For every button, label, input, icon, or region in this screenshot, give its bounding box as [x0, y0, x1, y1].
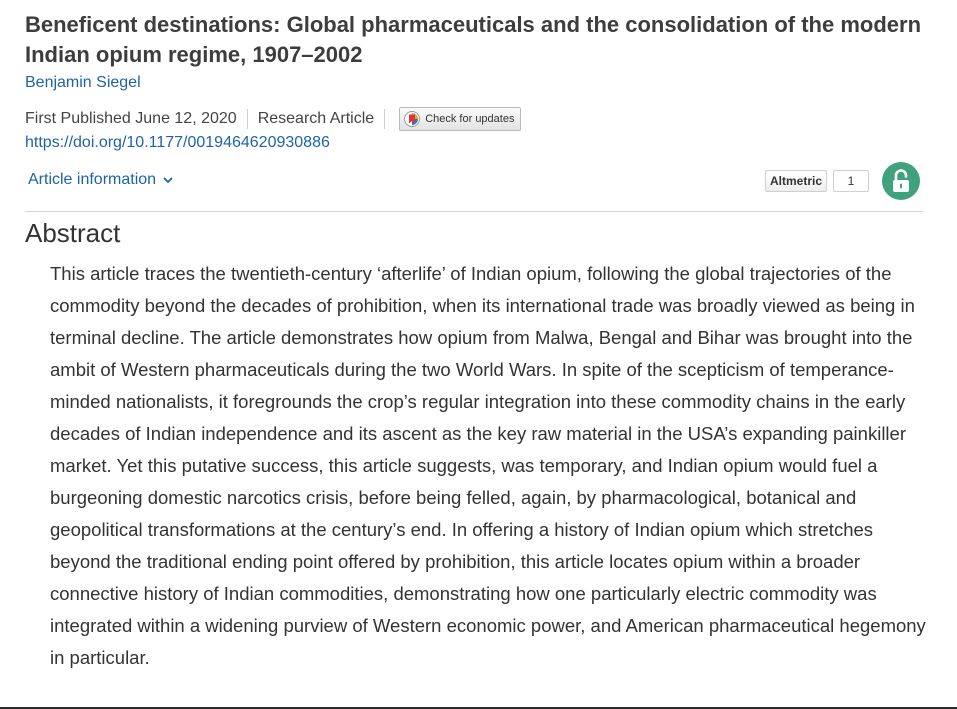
header-divider: [25, 211, 923, 212]
meta-separator: [247, 109, 248, 129]
meta-separator: [384, 109, 385, 129]
check-for-updates-button[interactable]: [399, 107, 521, 131]
published-date: First Published June 12, 2020: [25, 110, 237, 127]
author-link[interactable]: Benjamin Siegel: [25, 74, 141, 91]
article-title: Beneficent destinations: Global pharmaceuticals and the consolidation of the modern Indian opium regime, 1907–2002: [25, 12, 922, 67]
check-updates-icon: [404, 111, 420, 127]
article-information-toggle[interactable]: [28, 171, 174, 189]
open-lock-icon: [890, 169, 912, 193]
doi-link[interactable]: https://doi.org/10.1177/0019464620930886: [25, 134, 330, 151]
altmetric-badge[interactable]: [765, 170, 869, 192]
article-meta: [25, 106, 521, 132]
abstract-text: This article traces the twentieth-century ‘afterlife’ of Indian opium, following the global trajectories of the commodity beyond the decades of prohibition, when its international trade was broadly viewed as being in terminal decline. The article demonstrates how opium from Malwa, Bengal and Bihar was brought into the ambit of Western pharmaceuticals during the two World Wars. In spite of the scepticism of temperance-minded nationalists, it foregrounds the crop’s regular integration into these commodity chains in the early decades of Indian independence and its ascent as the key raw material in the USA’s expanding painkiller market. Yet this putative success, this article suggests, was temporary, and Indian opium would fuel a burgeoning domestic narcotics crisis, before being felled, again, by pharmacological, botanical and geopolitical transformations at the century’s end. In offering a history of Indian opium which stretches beyond the traditional ending point offered by prohibition, this article locates opium within a broader connective history of Indian commodities, demonstrating how one particularly electric commodity was integrated within a widening purview of Western economic power, and American pharmaceutical hegemony in particular.: [50, 263, 926, 668]
open-access-badge[interactable]: [882, 162, 920, 200]
altmetric-score: 1: [833, 170, 869, 192]
article-information-label: Article information: [28, 171, 157, 188]
altmetric-logo: Altmetric: [765, 170, 827, 192]
article-type: Research Article: [257, 110, 375, 127]
abstract-heading: Abstract: [25, 218, 121, 248]
check-updates-label: Check for updates: [425, 113, 515, 125]
chevron-down-icon: [162, 174, 174, 186]
